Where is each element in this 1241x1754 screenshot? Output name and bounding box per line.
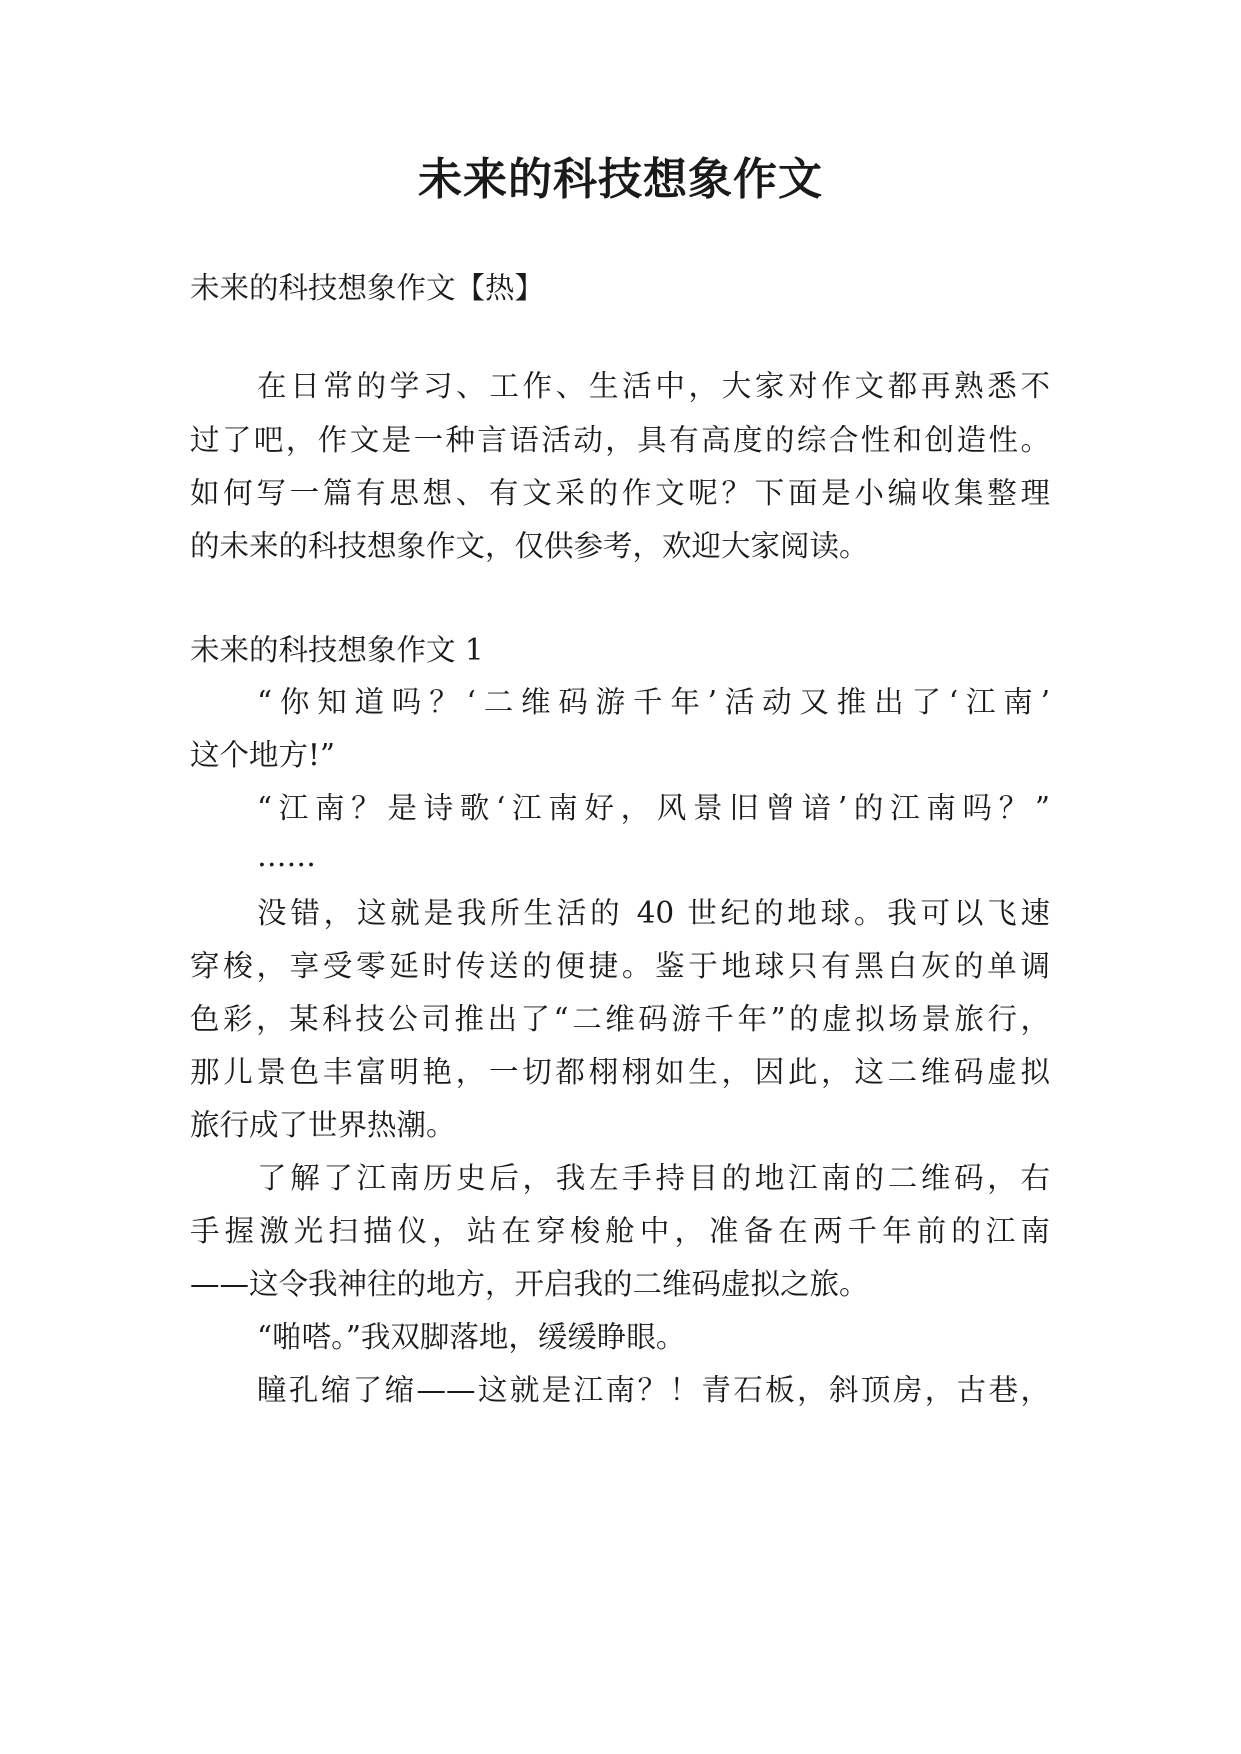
body-line: 瞳孔缩了缩——这就是江南？！青石板，斜顶房，古巷，: [257, 1373, 1050, 1407]
body-line: “啪嗒。”我双脚落地，缓缓睁眼。: [257, 1320, 686, 1354]
body-line: 穿梭，享受零延时传送的便捷。鉴于地球只有黑白灰的单调: [190, 949, 1050, 983]
intro-line: 在日常的学习、工作、生活中，大家对作文都再熟悉不: [257, 369, 1050, 403]
intro-line: 过了吧，作文是一种言语活动，具有高度的综合性和创造性。: [190, 423, 1050, 457]
body-line: 没错，这就是我所生活的 40 世纪的地球。我可以飞速: [257, 896, 1050, 930]
body-line: 手握激光扫描仪，站在穿梭舱中，准备在两千年前的江南: [190, 1214, 1050, 1248]
body-line: 旅行成了世界热潮。: [190, 1108, 456, 1142]
body-line: ——这令我神往的地方，开启我的二维码虚拟之旅。: [190, 1267, 869, 1301]
document-title: 未来的科技想象作文: [418, 154, 823, 205]
intro-line: 的未来的科技想象作文，仅供参考，欢迎大家阅读。: [190, 529, 869, 563]
intro-line: 如何写一篇有思想、有文采的作文呢？下面是小编收集整理: [190, 476, 1050, 510]
body-line: “江南？是诗歌‘江南好，风景旧曾谙’的江南吗？”: [257, 791, 1050, 825]
body-line: 这个地方!”: [190, 738, 335, 772]
body-line: 那儿景色丰富明艳，一切都栩栩如生，因此，这二维码虚拟: [190, 1055, 1050, 1089]
document-subtitle: 未来的科技想象作文【热】: [190, 271, 545, 305]
body-line: ……: [257, 839, 316, 873]
body-line: “你知道吗？‘二维码游千年’活动又推出了‘江南’: [257, 685, 1050, 719]
body-line: 色彩，某科技公司推出了“二维码游千年”的虚拟场景旅行，: [190, 1002, 1050, 1036]
body-line: 了解了江南历史后，我左手持目的地江南的二维码，右: [257, 1161, 1050, 1195]
section-heading: 未来的科技想象作文 1: [190, 633, 484, 667]
